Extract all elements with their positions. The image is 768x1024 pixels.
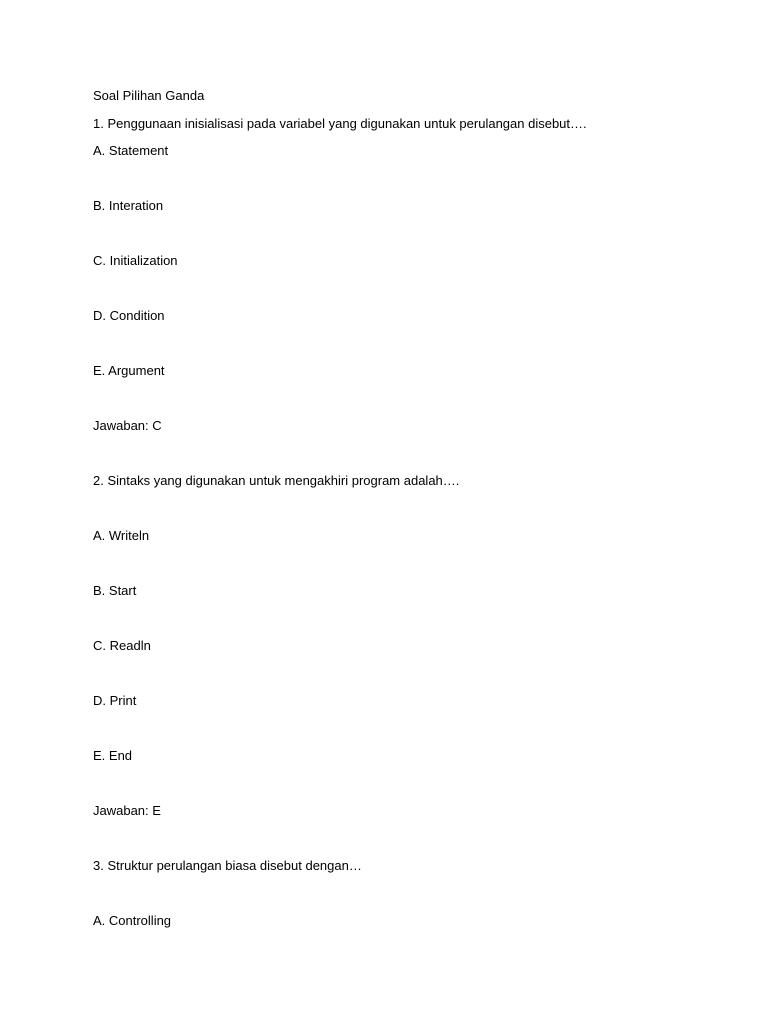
- answer-text: Jawaban: C: [93, 418, 162, 433]
- option-a: A. Controlling: [93, 913, 172, 928]
- document-title: Soal Pilihan Ganda: [93, 88, 205, 103]
- option-e: E. Argument: [93, 363, 165, 378]
- option-c: C. Initialization: [93, 253, 178, 268]
- option-d: D. Print: [93, 693, 137, 708]
- option-a: A. Writeln: [93, 528, 150, 543]
- answer-text: Jawaban: E: [93, 803, 161, 818]
- option-d: D. Condition: [93, 308, 165, 323]
- question-text: 1. Penggunaan inisialisasi pada variabel yang digunakan untuk perulangan disebut….: [93, 116, 587, 131]
- option-b: B. Start: [93, 583, 137, 598]
- option-a: A. Statement: [93, 143, 169, 158]
- question-text: 3. Struktur perulangan biasa disebut dengan…: [93, 858, 362, 873]
- option-c: C. Readln: [93, 638, 151, 653]
- question-text: 2. Sintaks yang digunakan untuk mengakhiri program adalah….: [93, 473, 460, 488]
- option-e: E. End: [93, 748, 133, 763]
- option-b: B. Interation: [93, 198, 164, 213]
